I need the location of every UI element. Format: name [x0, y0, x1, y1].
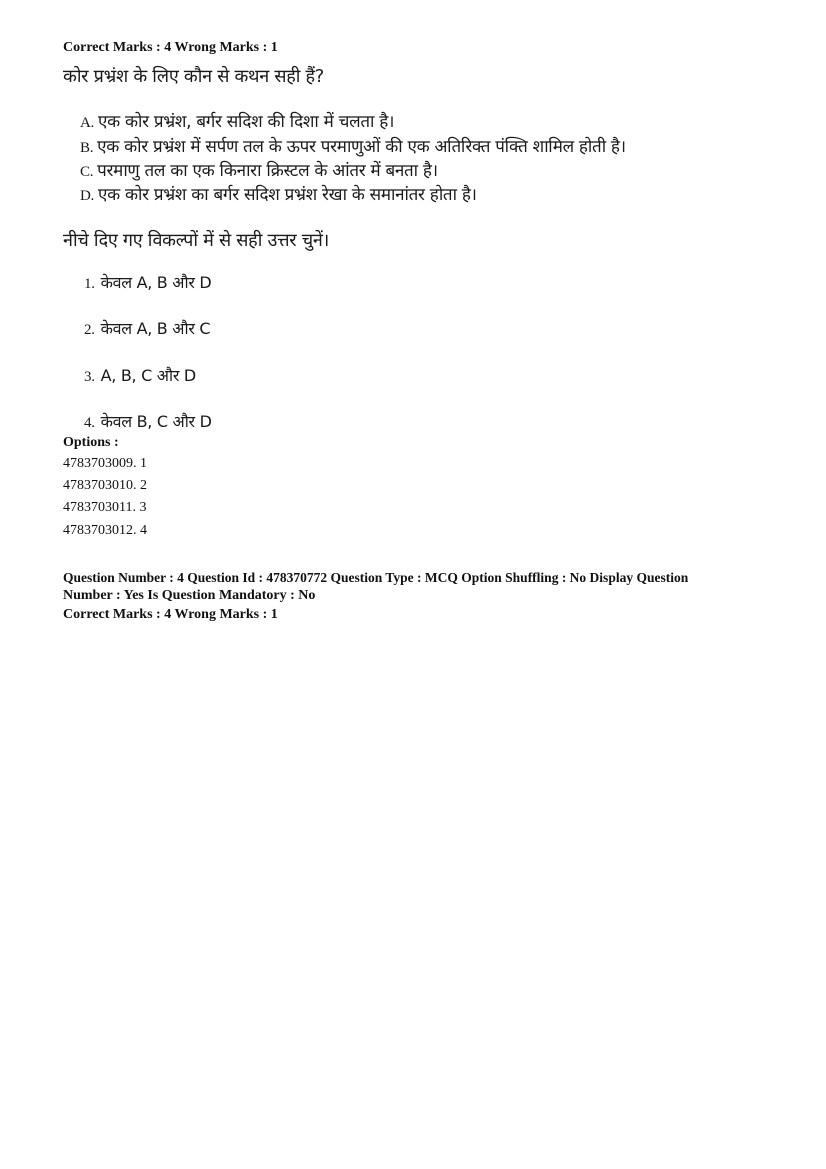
- statement-text: एक कोर प्रभ्रंश में सर्पण तल के ऊपर परमाणुओं की एक अतिरिक्त पंक्ति शामिल होती है।: [97, 137, 626, 157]
- statement-c: [80, 158, 438, 181]
- option-id: 4783703011.: [63, 500, 136, 515]
- options-label: Options :: [63, 435, 119, 450]
- choice-1: [84, 271, 211, 293]
- statement-text: एक कोर प्रभ्रंश का बर्गर सदिश प्रभ्रंश रेखा के समानांतर होता है।: [97, 185, 477, 205]
- choice-3: [84, 364, 196, 386]
- instruction-text: नीचे दिए गए विकल्पों में से सही उत्तर चुनें।: [63, 230, 330, 251]
- choice-text: केवल A, B और D: [100, 273, 212, 292]
- option-row: [63, 522, 147, 540]
- option-row: [63, 455, 147, 473]
- choice-4: [84, 410, 212, 432]
- option-value: 2: [140, 478, 147, 493]
- statement-b: [80, 134, 626, 157]
- statement-label: A.: [80, 115, 94, 131]
- option-id: 4783703009.: [63, 456, 137, 471]
- statement-d: [80, 182, 477, 205]
- marks-line: Correct Marks : 4 Wrong Marks : 1: [63, 607, 278, 622]
- statement-label: D.: [80, 188, 94, 204]
- option-value: 4: [140, 523, 147, 538]
- choice-text: केवल B, C और D: [100, 412, 212, 431]
- option-value: 1: [140, 456, 147, 471]
- choice-text: केवल A, B और C: [100, 319, 211, 338]
- marks-line: Correct Marks : 4 Wrong Marks : 1: [63, 40, 278, 55]
- statement-label: C.: [80, 164, 94, 180]
- question-header-line-1: Question Number : 4 Question Id : 478370772 Question Type : MCQ Option Shuffling : No Display Question: [63, 570, 689, 585]
- choice-number: 4.: [84, 415, 95, 431]
- choice-number: 1.: [84, 276, 95, 292]
- statement-text: एक कोर प्रभ्रंश, बर्गर सदिश की दिशा में चलता है।: [97, 112, 395, 132]
- option-value: 3: [139, 500, 147, 515]
- choice-number: 2.: [84, 322, 95, 338]
- statement-a: [80, 109, 394, 132]
- question-stem: कोर प्रभ्रंश के लिए कौन से कथन सही हैं?: [63, 66, 325, 87]
- option-row: [63, 499, 146, 517]
- statement-label: B.: [80, 140, 94, 156]
- statement-text: परमाणु तल का एक किनारा क्रिस्टल के आंतर में बनता है।: [97, 161, 438, 181]
- option-row: [63, 477, 147, 495]
- choice-text: A, B, C और D: [100, 366, 196, 385]
- choice-2: [84, 317, 210, 339]
- choice-number: 3.: [84, 369, 95, 385]
- option-id: 4783703010.: [63, 478, 137, 493]
- option-id: 4783703012.: [63, 523, 137, 538]
- question-header-line-2: Number : Yes Is Question Mandatory : No: [63, 588, 316, 603]
